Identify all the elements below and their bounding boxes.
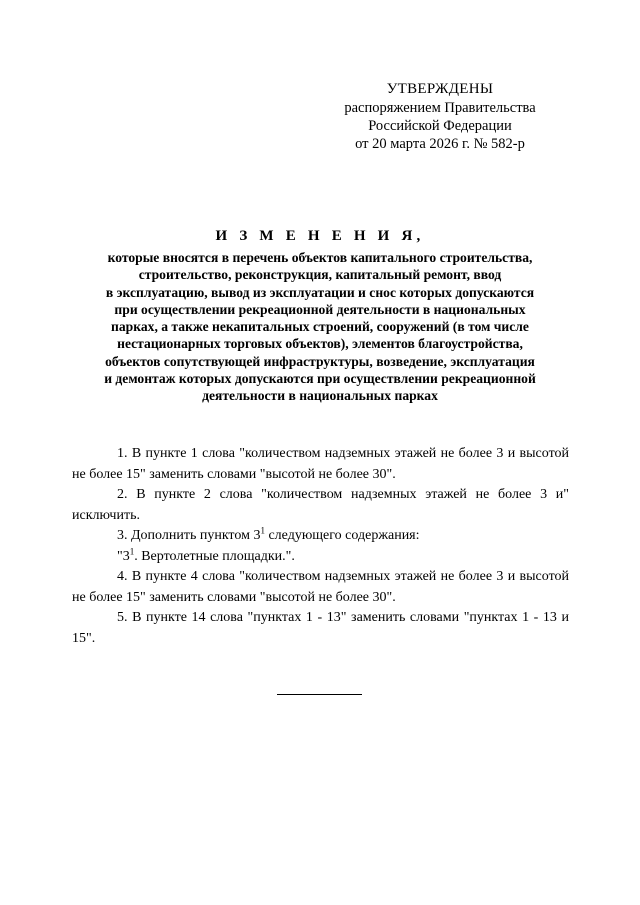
amendment-item-3-quote	[72, 547, 569, 568]
approval-stamp	[340, 80, 540, 153]
amendment-item-4: 4. В пункте 4 слова "количеством надземных этажей не более 3 и высотой не более 15" заменить словами "высотой не более 30".	[72, 569, 569, 605]
approval-date-line: от 20 марта 2026 г. № 582-р	[355, 136, 525, 152]
document-heading	[70, 226, 570, 405]
subtitle-line: в эксплуатацию, вывод из эксплуатации и снос которых допускаются	[105, 284, 535, 300]
item-text: следующего содержания:	[264, 528, 420, 543]
approval-title: УТВЕРЖДЕНЫ	[386, 81, 494, 97]
subtitle-line: строительство, реконструкция, капитальный ремонт, ввод	[138, 267, 502, 283]
approval-line: распоряжением Правительства	[344, 100, 536, 116]
superscript: 1	[260, 525, 265, 536]
subtitle-line: при осуществлении рекреационной деятельности в национальных	[114, 301, 526, 317]
amendments-list	[72, 444, 569, 649]
amendment-item-1: 1. В пункте 1 слова "количеством надземных этажей не более 3 и высотой не более 15" заменить словами "высотой не более 30".	[72, 446, 569, 482]
item-text: . Вертолетные площадки.".	[134, 548, 295, 564]
closing-divider	[277, 694, 362, 695]
document-title: И З М Е Н Е Н И Я,	[215, 228, 425, 244]
subtitle-line: деятельности в национальных парках	[202, 388, 438, 404]
document-subtitle	[70, 249, 570, 405]
approval-line: Российской Федерации	[368, 118, 512, 134]
superscript: 1	[129, 545, 135, 556]
amendment-item-3	[72, 526, 569, 547]
subtitle-line: нестационарных торговых объектов), элементов благоустройства,	[117, 336, 523, 352]
item-text: "3	[117, 548, 130, 564]
subtitle-line: которые вносятся в перечень объектов капитального строительства,	[107, 250, 533, 265]
subtitle-line: и демонтаж которых допускаются при осуществлении рекреационной	[104, 371, 536, 387]
amendment-item-5: 5. В пункте 14 слова "пунктах 1 - 13" заменить словами "пунктах 1 - 13 и 15".	[72, 610, 569, 646]
amendment-item-2: 2. В пункте 2 слова "количеством надземных этажей не более 3 и" исключить.	[72, 487, 569, 523]
subtitle-line: парках, а также некапитальных строений, сооружений (в том числе	[111, 319, 529, 335]
subtitle-line: объектов сопутствующей инфраструктуры, возведение, эксплуатация	[105, 353, 535, 369]
item-text: 3. Дополнить пунктом 3	[117, 528, 261, 543]
